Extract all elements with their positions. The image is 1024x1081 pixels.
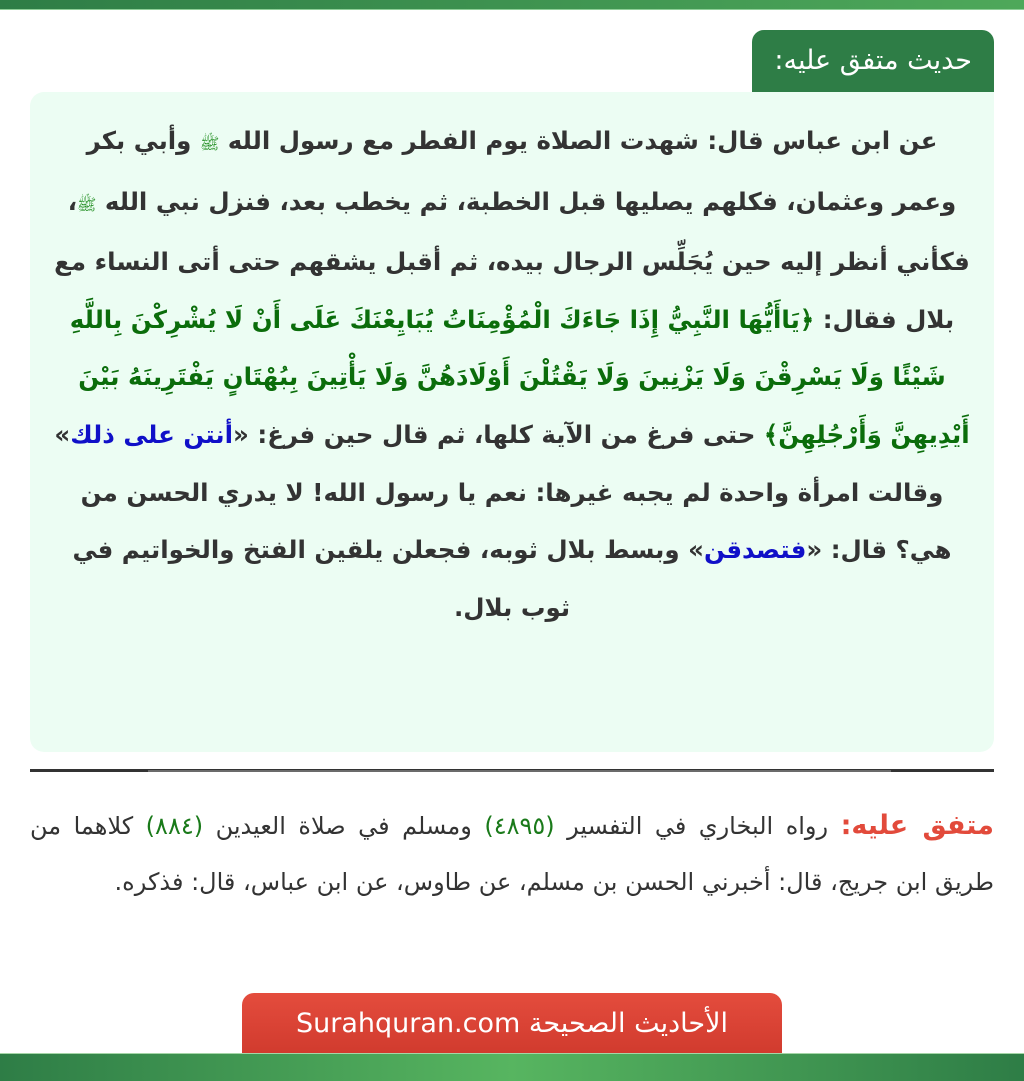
hadith-title: حديث متفق عليه:	[774, 45, 972, 76]
hadith-body	[54, 112, 970, 636]
hadith-source	[30, 798, 994, 910]
hadith-text-box	[30, 92, 994, 752]
salawat-icon: ﷺ	[77, 194, 97, 214]
source-label: متفق عليه:	[840, 810, 995, 841]
footer-label: الأحاديث الصحيحة Surahquran.com	[296, 1008, 728, 1039]
hadith-title-tab	[752, 30, 994, 92]
prophet-speech-1: أنتن على ذلك	[70, 419, 234, 449]
muslim-number: (٨٨٤)	[145, 812, 204, 840]
site-footer-badge	[242, 993, 782, 1053]
source-text-1: رواه البخاري في التفسير	[554, 812, 841, 840]
bottom-decorative-bar	[0, 1053, 1024, 1081]
section-divider-inner	[148, 770, 891, 772]
bukhari-number: (٤٨٩٥)	[484, 812, 555, 840]
hadith-text-part-1: عن ابن عباس قال: شهدت الصلاة يوم الفطر مع رسول الله	[219, 126, 938, 155]
hadith-text-part-5: » وقالت امرأة واحدة لم يجبه غيرها: نعم يا رسول الله! لا يدري الحسن من هي؟ قال: «	[54, 419, 952, 565]
source-text-3: كلاهما من طريق ابن جريج، قال: أخبرني الحسن بن مسلم، عن طاوس، عن ابن عباس، قال: فذكره.	[30, 812, 994, 896]
hadith-text-part-4: حتى فرغ من الآية كلها، ثم قال حين فرغ: «	[233, 419, 764, 449]
salawat-icon: ﷺ	[199, 134, 220, 153]
quran-verse: ﴿يَاأَيُّهَا النَّبِيُّ إِذَا جَاءَكَ الْمُؤْمِنَاتُ يُبَايِعْنَكَ عَلَى أَنْ لَا يُشْرِكْنَ بِاللَّهِ شَيْئًا وَلَا يَسْرِقْنَ وَلَا يَزْنِينَ وَلَا يَقْتُلْنَ أَوْلَادَهُنَّ وَلَا يَأْتِينَ بِبُهْتَانٍ يَفْتَرِينَهُ بَيْنَ أَيْدِيهِنَّ وَأَرْجُلِهِنَّ﴾	[69, 304, 970, 449]
prophet-speech-2: فتصدقن	[703, 535, 807, 565]
top-decorative-bar	[0, 0, 1024, 10]
hadith-text-part-2: وأبي بكر وعمر وعثمان، فكلهم يصليها قبل الخطبة، ثم يخطب بعد، فنزل نبي الله	[86, 126, 957, 216]
source-text-2: ومسلم في صلاة العيدين	[203, 812, 485, 840]
hadith-text-part-6: » وبسط بلال ثوبه، فجعلن يلقين الفتخ والخواتيم في ثوب بلال.	[72, 535, 704, 622]
hadith-text-part-3: ، فكأني أنظر إليه حين يُجَلِّس الرجال بيده، ثم أقبل يشقهم حتى أتى النساء مع بلال فقال:	[54, 186, 970, 334]
